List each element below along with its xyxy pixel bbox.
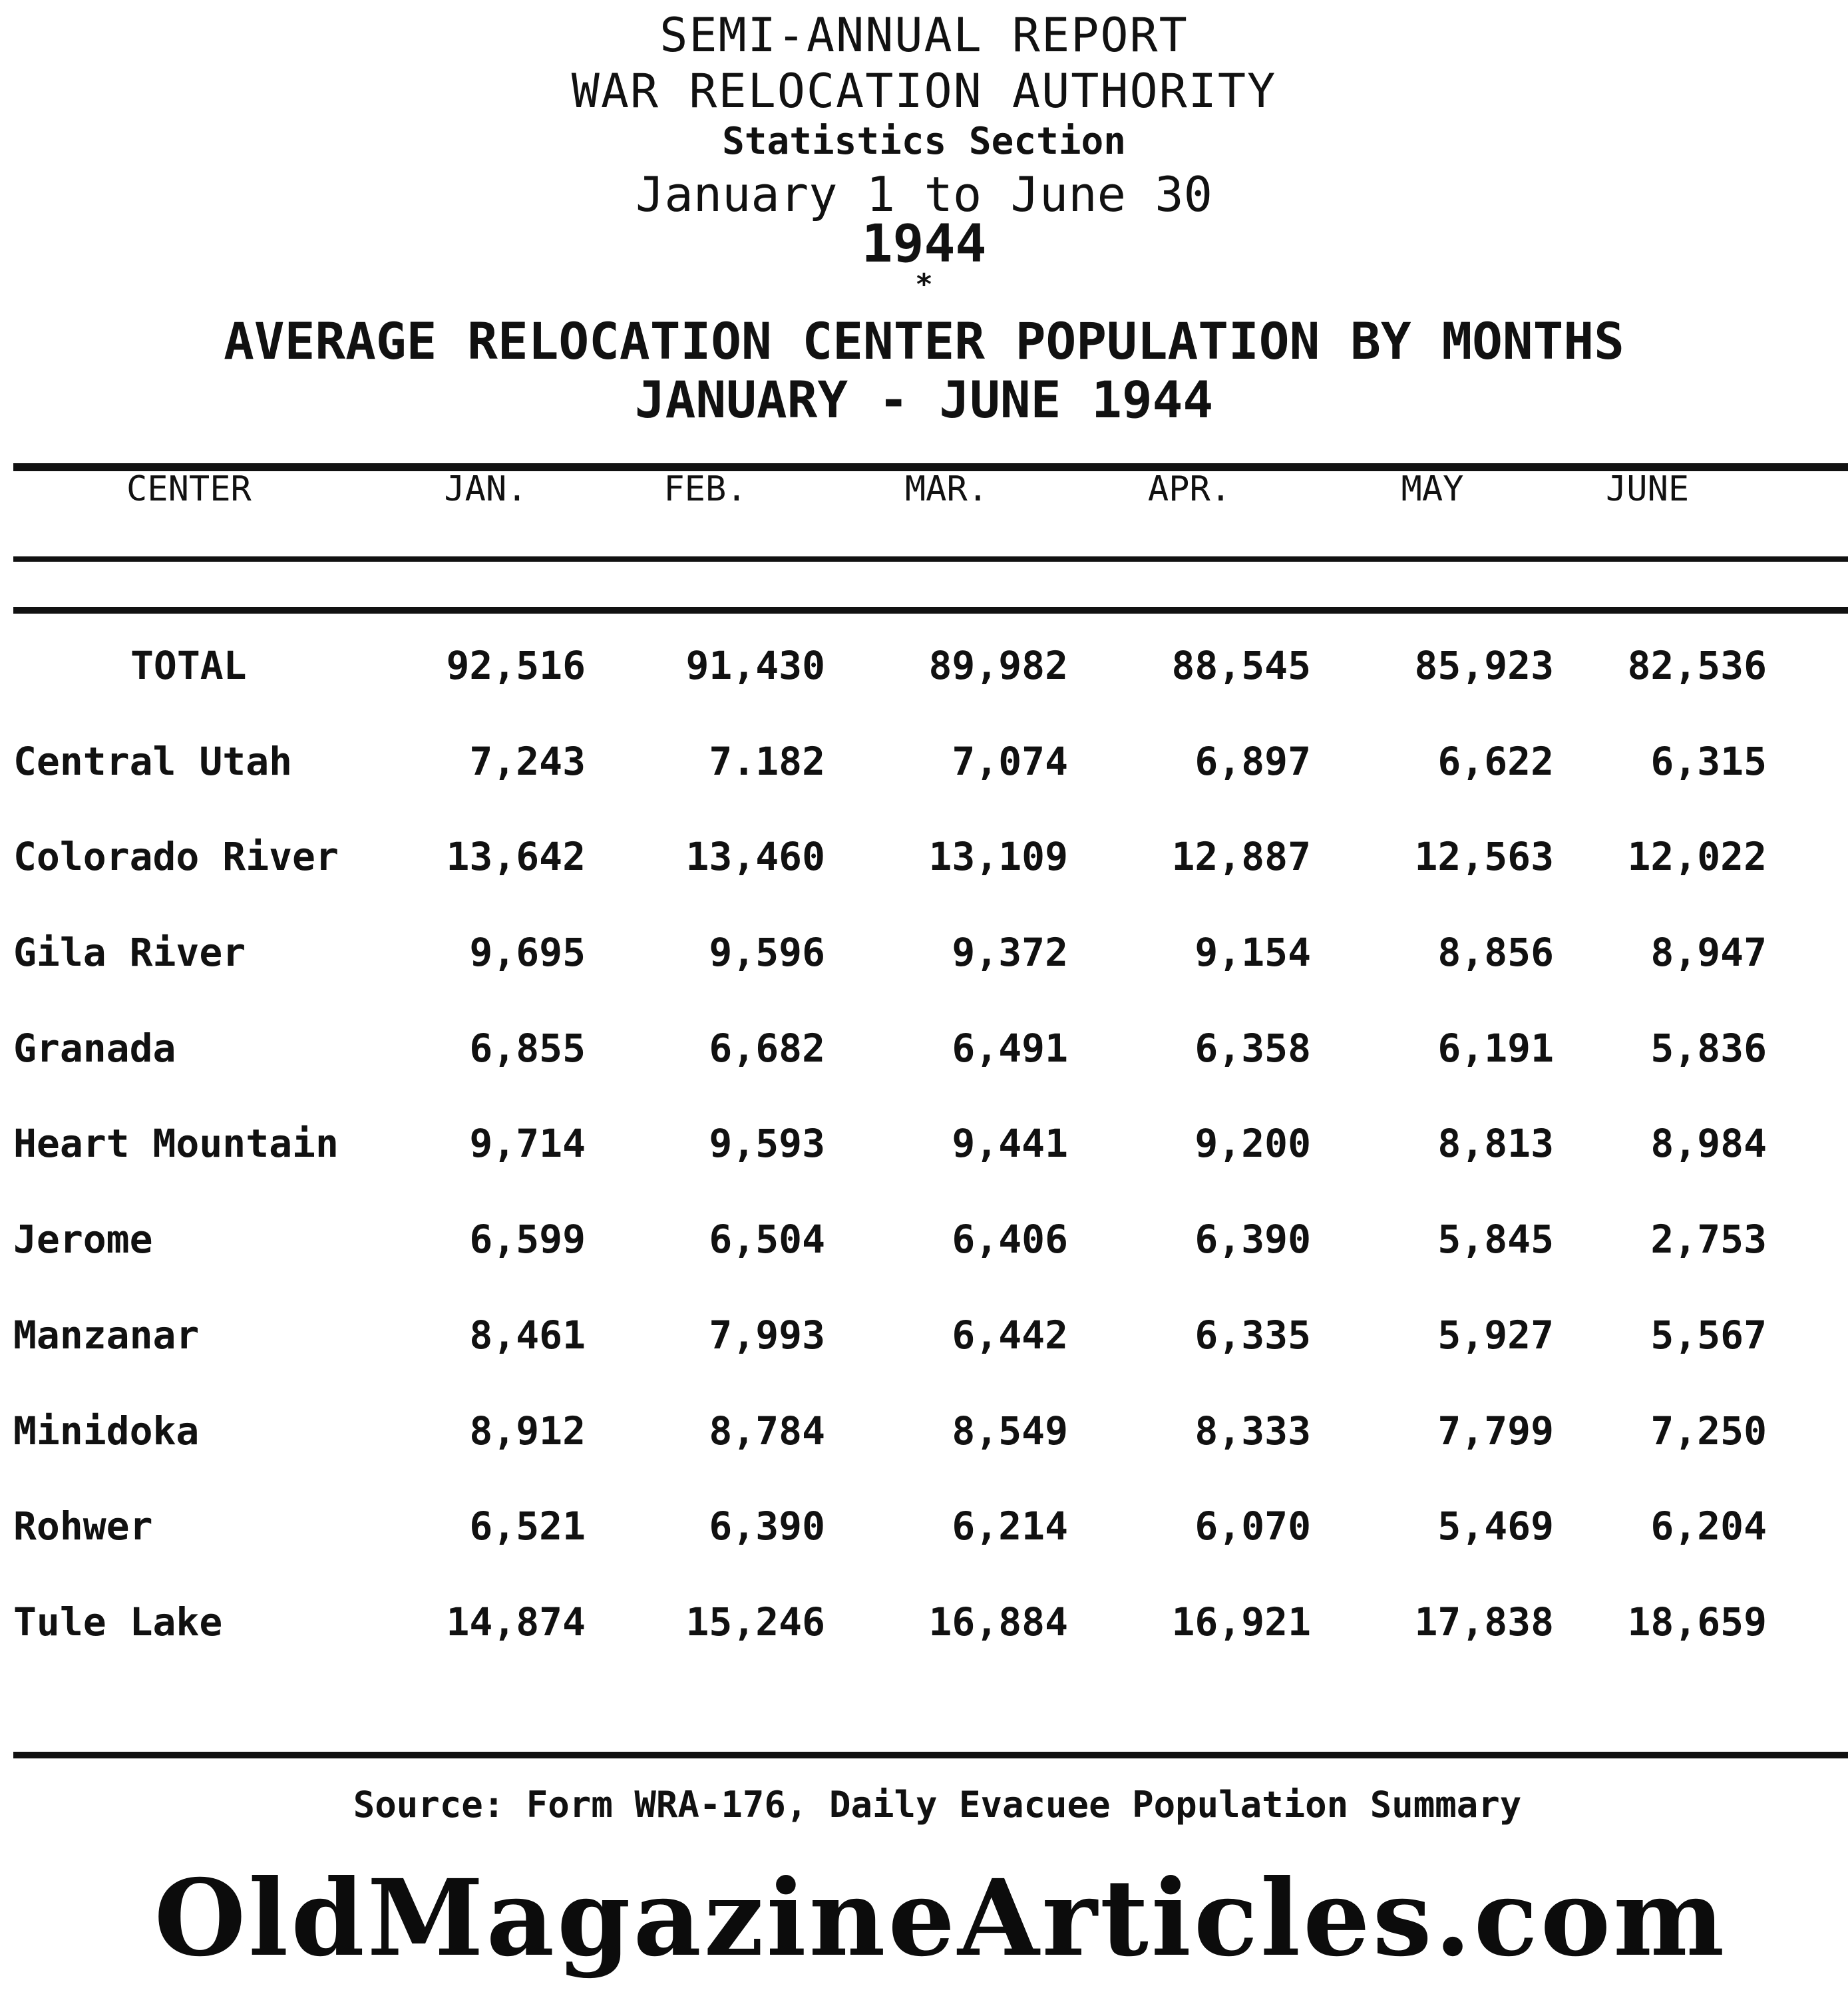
- body-top-rule: [13, 607, 1848, 614]
- population-cell: 15,246: [685, 1599, 825, 1645]
- table-row: [13, 1394, 1820, 1490]
- bottom-rule: [13, 1752, 1848, 1758]
- population-cell: 5,836: [1650, 1025, 1767, 1071]
- population-cell: 13,109: [928, 834, 1068, 880]
- table-row: [13, 915, 1820, 1011]
- population-cell: 6,855: [469, 1025, 586, 1071]
- population-cell: 8,947: [1650, 930, 1767, 976]
- population-cell: 6,491: [952, 1025, 1068, 1071]
- population-cell: 6,191: [1437, 1025, 1554, 1071]
- report-period: January 1 to June 30: [636, 166, 1212, 222]
- source-note: Source: Form WRA-176, Daily Evacuee Population Summary: [353, 1784, 1522, 1826]
- column-header-feb: FEB.: [663, 469, 747, 509]
- population-cell: 6,504: [709, 1217, 825, 1263]
- center-name-cell: Gila River: [13, 930, 246, 976]
- header-bottom-rule: [13, 556, 1848, 562]
- population-cell: 88,545: [1171, 643, 1311, 688]
- population-cell: 85,923: [1414, 643, 1554, 688]
- population-cell: 89,982: [928, 643, 1068, 688]
- population-cell: 9,593: [709, 1121, 825, 1167]
- table-subtitle: JANUARY - JUNE 1944: [634, 370, 1214, 429]
- center-name-cell: Jerome: [13, 1217, 153, 1263]
- center-name-cell: TOTAL: [130, 643, 247, 688]
- column-header-june: JUNE: [1606, 469, 1690, 509]
- column-header-row: [13, 466, 1820, 512]
- agency-name: WAR RELOCATION AUTHORITY: [571, 64, 1277, 118]
- population-cell: 6,897: [1195, 738, 1311, 784]
- population-cell: 9,596: [709, 930, 825, 976]
- population-cell: 5,927: [1437, 1312, 1554, 1358]
- column-header-center: CENTER: [126, 469, 252, 509]
- population-cell: 6,335: [1195, 1312, 1311, 1358]
- population-cell: 12,563: [1414, 834, 1554, 880]
- center-name-cell: Minidoka: [13, 1408, 200, 1454]
- table-row: [13, 1298, 1820, 1394]
- population-cell: 7,250: [1650, 1408, 1767, 1454]
- population-cell: 8,813: [1437, 1121, 1554, 1167]
- population-cell: 12,022: [1627, 834, 1767, 880]
- table-title: AVERAGE RELOCATION CENTER POPULATION BY MONTHS: [224, 311, 1624, 371]
- population-cell: 5,845: [1437, 1217, 1554, 1263]
- table-row: [13, 819, 1820, 915]
- section-name: Statistics Section: [722, 120, 1126, 163]
- column-header-jan: JAN.: [444, 469, 528, 509]
- population-cell: 14,874: [446, 1599, 586, 1645]
- population-cell: 7,799: [1437, 1408, 1554, 1454]
- population-cell: 9,695: [469, 930, 586, 976]
- table-row: [13, 1011, 1820, 1107]
- population-cell: 6,442: [952, 1312, 1068, 1358]
- center-name-cell: Colorado River: [13, 834, 339, 880]
- population-cell: 5,567: [1650, 1312, 1767, 1358]
- population-cell: 9,200: [1195, 1121, 1311, 1167]
- population-cell: 2,753: [1650, 1217, 1767, 1263]
- population-cell: 9,441: [952, 1121, 1068, 1167]
- population-cell: 9,714: [469, 1121, 586, 1167]
- table-row: [13, 1202, 1820, 1298]
- population-cell: 9,154: [1195, 930, 1311, 976]
- population-cell: 6,406: [952, 1217, 1068, 1263]
- population-table: [13, 628, 1820, 1681]
- population-cell: 13,460: [685, 834, 825, 880]
- table-row: [13, 1489, 1820, 1585]
- site-watermark: OldMagazineArticles.com: [154, 1857, 1728, 1980]
- population-cell: 12,887: [1171, 834, 1311, 880]
- population-cell: 18,659: [1627, 1599, 1767, 1645]
- center-name-cell: Tule Lake: [13, 1599, 223, 1645]
- column-header-mar: MAR.: [904, 469, 989, 509]
- center-name-cell: Central Utah: [13, 738, 293, 784]
- report-year: 1944: [861, 214, 987, 274]
- population-cell: 6,070: [1195, 1503, 1311, 1549]
- population-cell: 7.182: [709, 738, 825, 784]
- population-cell: 5,469: [1437, 1503, 1554, 1549]
- population-cell: 6,599: [469, 1217, 586, 1263]
- table-row: [13, 1585, 1820, 1681]
- population-cell: 7,243: [469, 738, 586, 784]
- center-name-cell: Manzanar: [13, 1312, 200, 1358]
- population-cell: 6,204: [1650, 1503, 1767, 1549]
- population-cell: 82,536: [1627, 643, 1767, 688]
- population-cell: 6,214: [952, 1503, 1068, 1549]
- population-cell: 16,884: [928, 1599, 1068, 1645]
- table-row: [13, 724, 1820, 820]
- column-header-apr: APR.: [1147, 469, 1232, 509]
- population-cell: 8,333: [1195, 1408, 1311, 1454]
- population-cell: 8,984: [1650, 1121, 1767, 1167]
- table-row: [13, 1106, 1820, 1202]
- population-cell: 6,390: [1195, 1217, 1311, 1263]
- population-cell: 6,358: [1195, 1025, 1311, 1071]
- column-header-may: MAY: [1401, 469, 1464, 509]
- population-cell: 8,549: [952, 1408, 1068, 1454]
- report-series-title: SEMI-ANNUAL REPORT: [659, 8, 1189, 63]
- population-cell: 13,642: [446, 834, 586, 880]
- population-cell: 8,912: [469, 1408, 586, 1454]
- center-name-cell: Granada: [13, 1025, 176, 1071]
- population-cell: 92,516: [446, 643, 586, 688]
- population-cell: 7,993: [709, 1312, 825, 1358]
- total-row: [13, 628, 1820, 724]
- population-cell: 6,315: [1650, 738, 1767, 784]
- population-cell: 6,390: [709, 1503, 825, 1549]
- population-cell: 8,784: [709, 1408, 825, 1454]
- population-cell: 8,461: [469, 1312, 586, 1358]
- population-cell: 16,921: [1171, 1599, 1311, 1645]
- center-name-cell: Heart Mountain: [13, 1121, 339, 1167]
- population-cell: 7,074: [952, 738, 1068, 784]
- table-body: [13, 628, 1820, 1681]
- population-cell: 6,682: [709, 1025, 825, 1071]
- center-name-cell: Rohwer: [13, 1503, 153, 1549]
- population-cell: 17,838: [1414, 1599, 1554, 1645]
- population-cell: 8,856: [1437, 930, 1554, 976]
- population-cell: 91,430: [685, 643, 825, 688]
- asterisk-divider: *: [915, 268, 933, 301]
- population-cell: 6,622: [1437, 738, 1554, 784]
- population-cell: 6,521: [469, 1503, 586, 1549]
- population-cell: 9,372: [952, 930, 1068, 976]
- header-row: [13, 466, 1820, 512]
